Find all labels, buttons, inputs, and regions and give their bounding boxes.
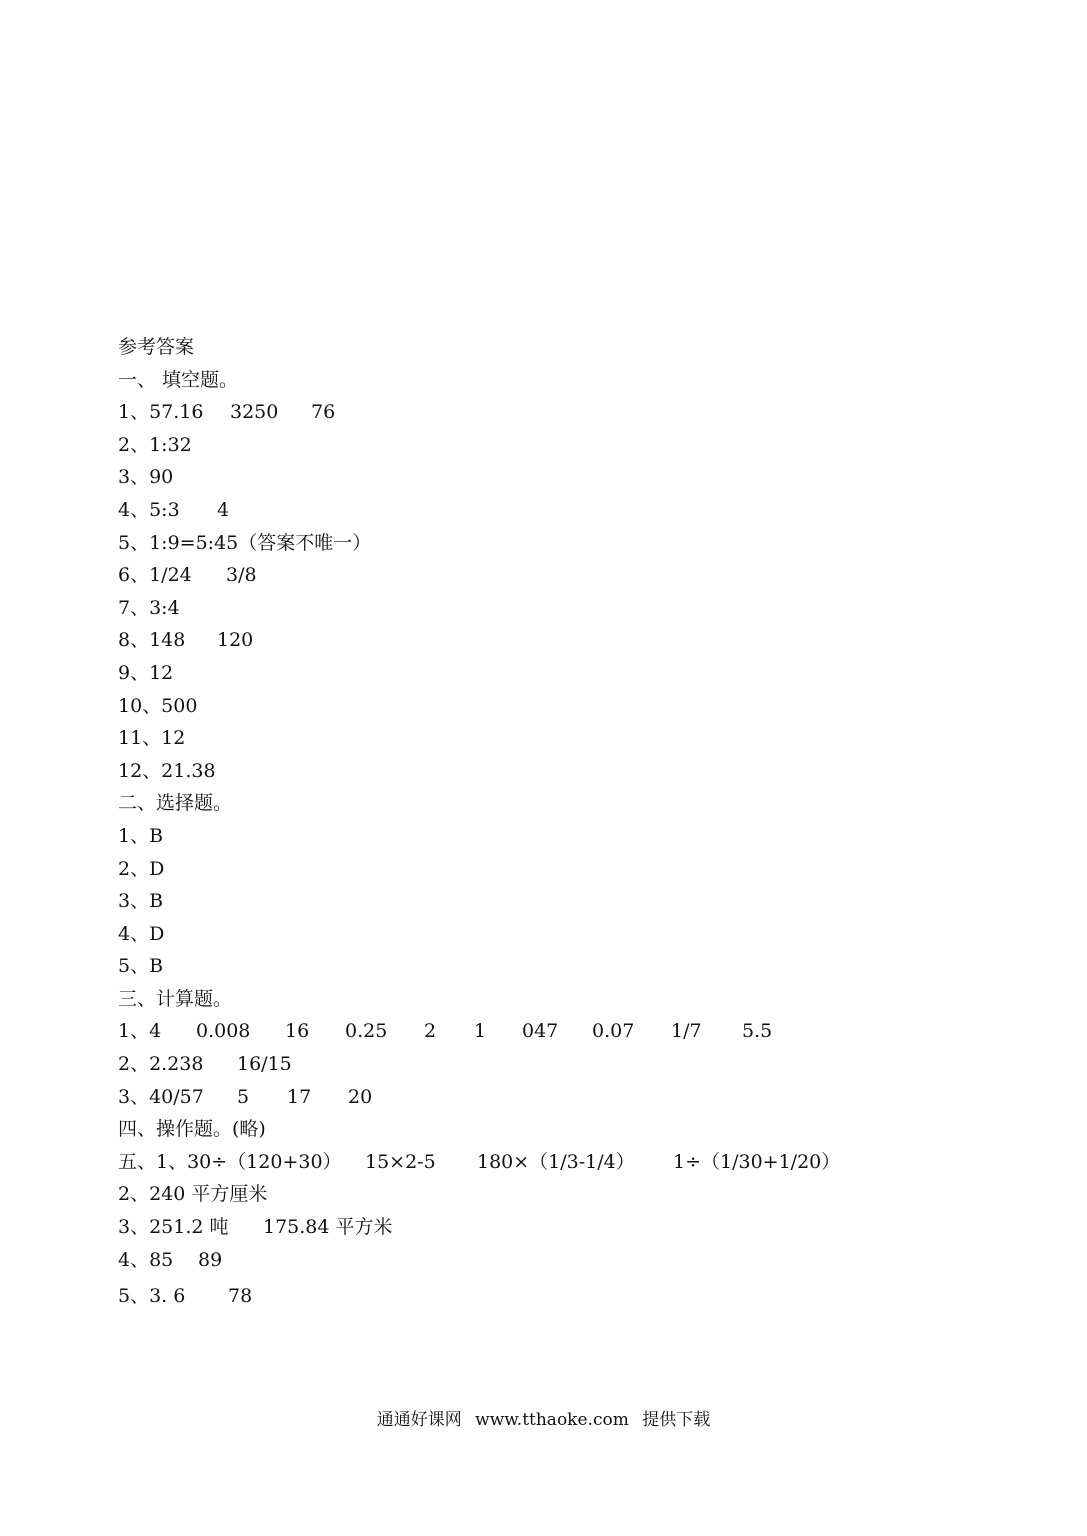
answer-item: 1/7	[671, 1020, 702, 1043]
answer-item: 16	[285, 1020, 310, 1043]
answer-line	[118, 559, 1018, 592]
answer-item: 0.008	[196, 1020, 251, 1043]
answer-item: 2	[424, 1020, 437, 1043]
answer-item: 7、3:4	[118, 596, 180, 619]
section-heading-calc: 三、计算题。	[118, 987, 233, 1010]
answer-item: 3、B	[118, 890, 164, 913]
page-footer	[0, 1406, 1087, 1434]
answer-item: 16/15	[237, 1053, 292, 1076]
answer-item: 4、D	[118, 922, 165, 945]
section-heading-choice: 二、选择题。	[118, 792, 233, 815]
answer-item: 3、40/57	[118, 1085, 204, 1108]
answer-item: 17	[287, 1085, 312, 1108]
answer-item: 175.84 平方米	[263, 1216, 393, 1239]
answer-item: 4	[217, 498, 230, 521]
answer-item: 6、1/24	[118, 564, 192, 587]
answer-item: 4、85	[118, 1248, 174, 1271]
answer-item: 9、12	[118, 661, 174, 684]
answer-document	[118, 331, 1018, 1313]
answer-item: 89	[198, 1248, 223, 1271]
answer-item: 10、500	[118, 694, 198, 717]
answer-item: 20	[348, 1085, 373, 1108]
answer-line	[118, 722, 1018, 755]
answer-line	[118, 657, 1018, 690]
answer-item: 76	[311, 401, 336, 424]
answer-line	[118, 429, 1018, 462]
answer-line	[118, 820, 1018, 853]
answer-line	[118, 755, 1018, 788]
answer-item: 5.5	[742, 1020, 773, 1043]
answer-item: 0.07	[592, 1020, 635, 1043]
answer-item: 8、148	[118, 629, 186, 652]
answer-line	[118, 1081, 1018, 1114]
answer-item: 2、2.238	[118, 1053, 204, 1076]
section-heading-fill: 一、 填空题。	[118, 368, 239, 391]
answer-item: 5、1:9=5:45（答案不唯一）	[118, 531, 372, 554]
footer-site-name: 通通好课网	[376, 1410, 462, 1430]
answer-item: 1÷（1/30+1/20）	[673, 1150, 841, 1173]
answer-item: 1	[474, 1020, 487, 1043]
answer-item: 15×2-5	[365, 1150, 436, 1173]
answer-line	[118, 527, 1018, 560]
answer-line	[118, 494, 1018, 527]
answer-item: 5、3. 6	[118, 1285, 186, 1308]
footer-suffix: 提供下载	[642, 1410, 711, 1430]
answer-item: 180×（1/3-1/4）	[477, 1150, 635, 1173]
answer-line	[118, 1146, 1018, 1179]
answer-line	[118, 918, 1018, 951]
answer-item: 047	[522, 1020, 559, 1043]
answer-line	[118, 950, 1018, 983]
answer-line	[118, 1048, 1018, 1081]
section-heading-operation: 四、操作题。(略)	[118, 1118, 266, 1141]
answer-line	[118, 690, 1018, 723]
answer-item: 0.25	[345, 1020, 388, 1043]
answer-item: 3/8	[226, 564, 257, 587]
answer-item: 五、1、30÷（120+30）	[118, 1150, 342, 1173]
answer-item: 1、4	[118, 1020, 162, 1043]
answer-item: 2、1:32	[118, 433, 192, 456]
answer-line	[118, 592, 1018, 625]
answer-line	[118, 885, 1018, 918]
answer-item: 5	[237, 1085, 250, 1108]
answer-item: 78	[228, 1285, 253, 1308]
answer-line	[118, 1244, 1018, 1277]
footer-url: www.tthaoke.com	[475, 1410, 629, 1430]
answer-item: 12、21.38	[118, 759, 216, 782]
answer-line	[118, 1015, 1018, 1048]
answer-line	[118, 1178, 1018, 1211]
answer-line	[118, 1280, 1018, 1313]
answer-item: 3、251.2 吨	[118, 1216, 229, 1239]
doc-title: 参考答案	[118, 336, 195, 358]
answer-item: 5、B	[118, 955, 164, 978]
answer-item: 2、D	[118, 857, 165, 880]
answer-item: 1、B	[118, 824, 164, 847]
answer-line	[118, 853, 1018, 886]
answer-line	[118, 1211, 1018, 1244]
answer-item: 11、12	[118, 727, 186, 750]
answer-item: 120	[217, 629, 254, 652]
answer-item: 3、90	[118, 466, 174, 489]
answer-item: 4、5:3	[118, 498, 180, 521]
answer-item: 1、57.16	[118, 401, 204, 424]
answer-item: 3250	[230, 401, 279, 424]
answer-line	[118, 624, 1018, 657]
answer-item: 2、240 平方厘米	[118, 1183, 268, 1206]
answer-line	[118, 396, 1018, 429]
answer-line	[118, 461, 1018, 494]
